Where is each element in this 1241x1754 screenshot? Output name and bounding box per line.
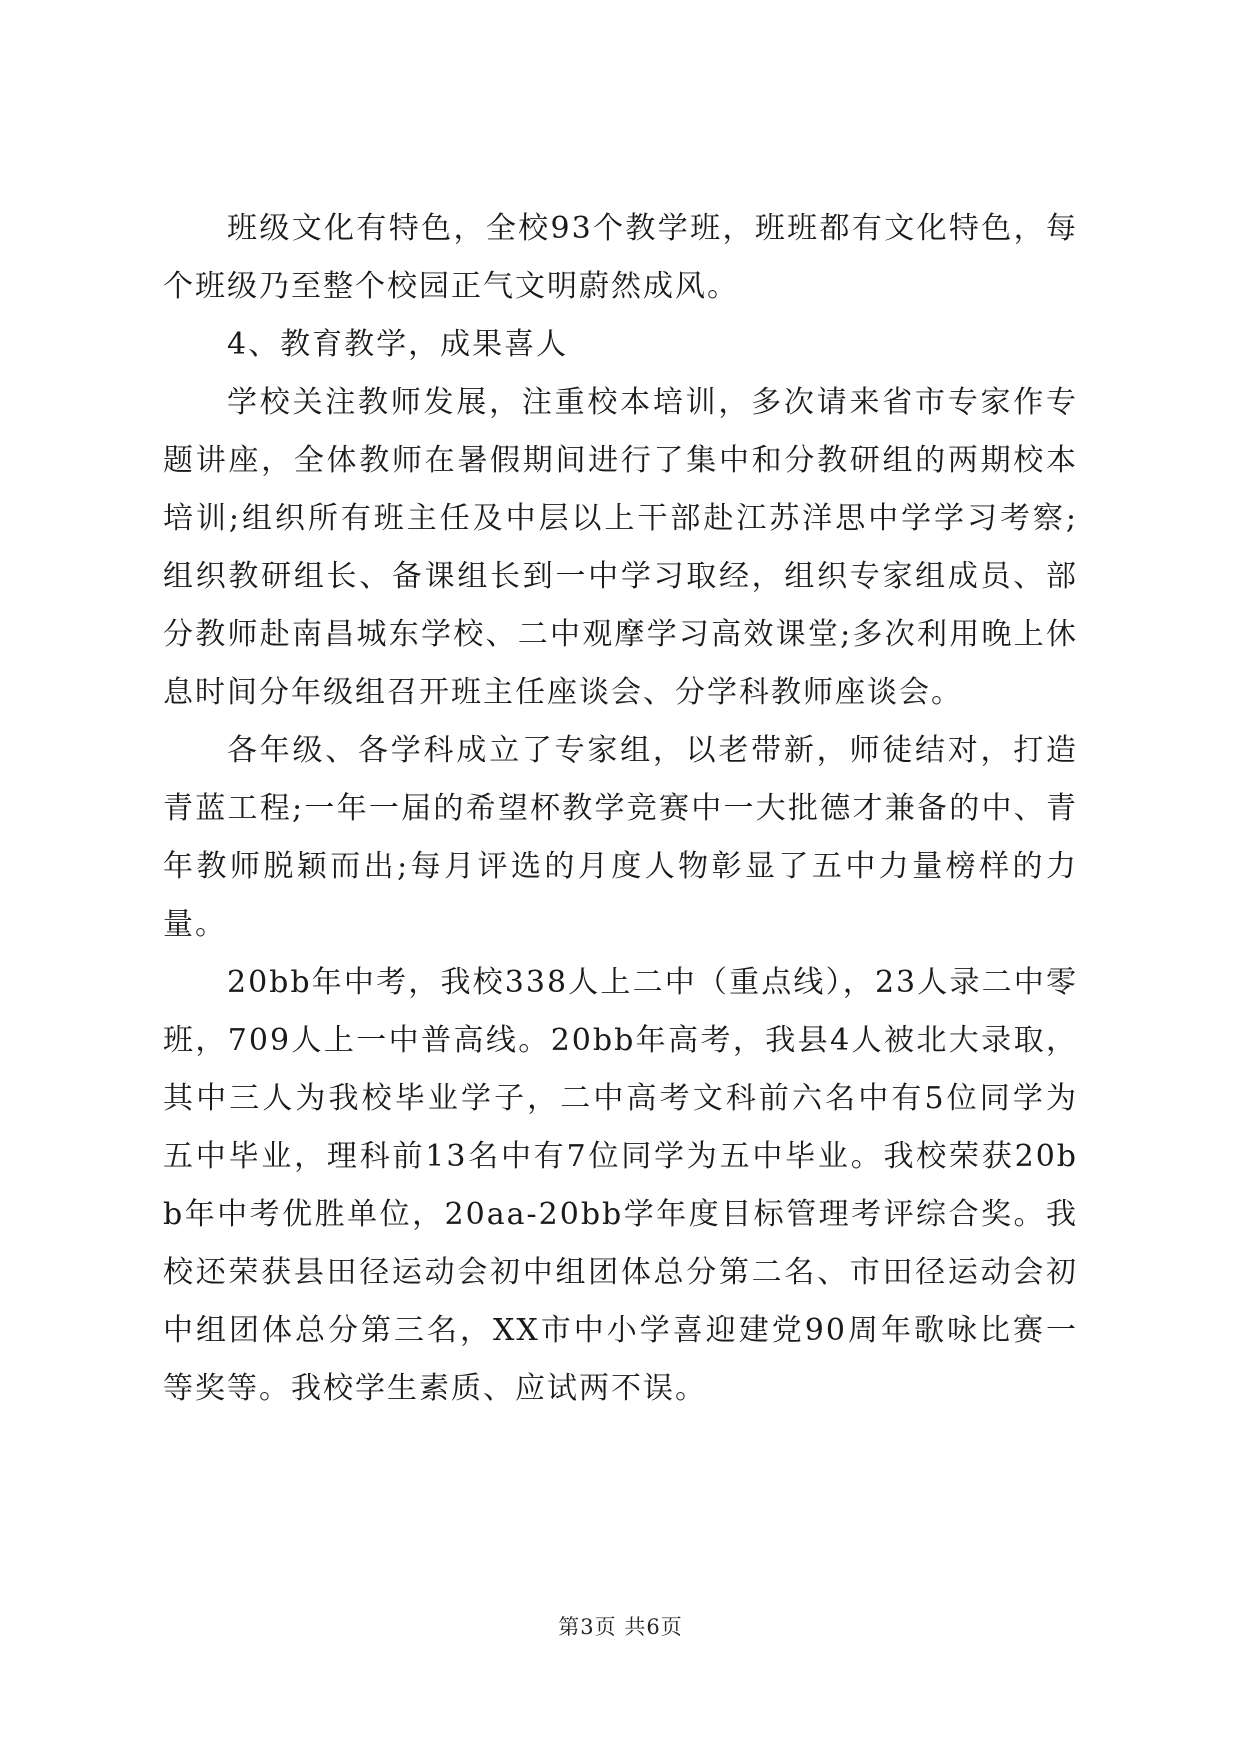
page-number-footer: 第3页 共6页: [558, 1615, 683, 1639]
paragraph-teacher-training: 学校关注教师发展，注重校本培训，多次请来省市专家作专题讲座，全体教师在暑假期间进行了集中和分教研组的两期校本培训;组织所有班主任及中层以上干部赴江苏洋思中学学习考察;组织教研组长、备课组长到一中学习取经，组织专家组成员、部分教师赴南昌城东学校、二中观摩学习高效课堂;多次利用晚上休息时间分年级组召开班主任座谈会、分学科教师座谈会。: [163, 385, 1078, 710]
paragraph-expert-groups: 各年级、各学科成立了专家组，以老带新，师徒结对，打造青蓝工程;一年一届的希望杯教学竞赛中一大批德才兼备的中、青年教师脱颖而出;每月评选的月度人物彰显了五中力量榜样的力量。: [163, 733, 1078, 942]
section-heading-teaching-results: 4、教育教学，成果喜人: [227, 327, 569, 362]
paragraph-exam-results: 20bb年中考，我校338人上二中（重点线），23人录二中零班，709人上一中普高线。20bb年高考，我县4人被北大录取，其中三人为我校毕业学子，二中高考文科前六名中有5位同学为五中毕业，理科前13名中有7位同学为五中毕业。我校荣获20bb年中考优胜单位，20aa-20bb学年度目标管理考评综合奖。我校还荣获县田径运动会初中组团体总分第二名、市田径运动会初中组团体总分第三名，XX市中小学喜迎建党90周年歌咏比赛一等奖等。我校学生素质、应试两不误。: [163, 965, 1078, 1406]
paragraph-class-culture: 班级文化有特色，全校93个教学班，班班都有文化特色，每个班级乃至整个校园正气文明蔚然成风。: [163, 211, 1078, 304]
document-body: [163, 200, 1078, 1418]
